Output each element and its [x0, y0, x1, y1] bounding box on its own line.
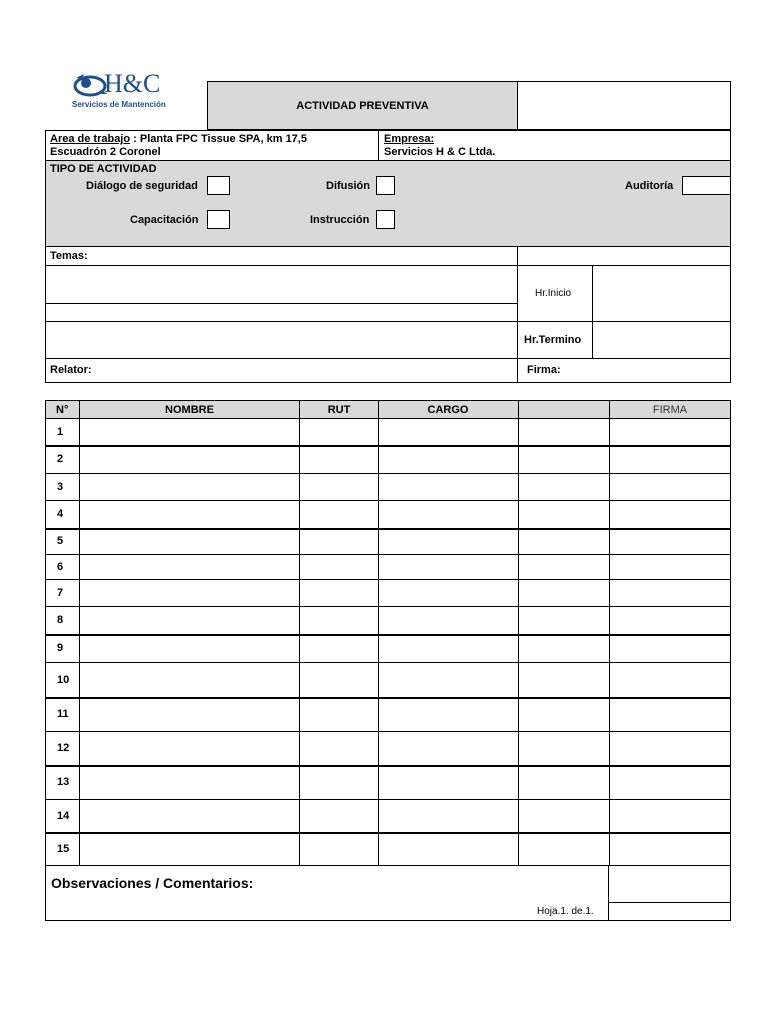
company-logo — [70, 70, 200, 116]
area-label: Area de trabajo — [50, 133, 131, 145]
col-header-firma: FIRMA — [652, 404, 688, 416]
hoja-label: Hoja.1. de.1. — [537, 906, 594, 917]
table-row[interactable] — [46, 697, 730, 731]
empresa-label: Empresa: — [384, 133, 435, 145]
area-line2: Escuadrón 2 Coronel — [50, 146, 161, 158]
header-right-box — [517, 81, 731, 130]
table-row[interactable] — [46, 445, 730, 473]
row-number: 13 — [57, 776, 70, 788]
table-row[interactable] — [46, 799, 730, 832]
firma-label: Firma: — [527, 364, 561, 376]
table-row[interactable] — [46, 634, 730, 662]
table-row[interactable] — [46, 606, 730, 634]
row-number: 1 — [57, 426, 64, 438]
table-row[interactable] — [46, 418, 730, 445]
difusion-label: Difusión — [326, 180, 370, 192]
row-number: 11 — [57, 708, 69, 720]
row-number: 3 — [57, 481, 64, 493]
col-header-n: N° — [56, 404, 69, 416]
auditoria-label: Auditoría — [625, 180, 674, 192]
table-row[interactable] — [46, 473, 730, 500]
temas-label: Temas: — [50, 250, 88, 262]
attendance-table — [45, 400, 731, 866]
hr-termino-field[interactable] — [593, 322, 730, 358]
logo-tagline: Servicios de Mantención — [72, 100, 166, 109]
observaciones-divider — [608, 865, 609, 921]
relator-label: Relator: — [50, 364, 92, 376]
dialogo-label: Diálogo de seguridad — [86, 180, 198, 192]
dialogo-checkbox[interactable] — [207, 176, 230, 195]
row-number: 15 — [57, 843, 70, 855]
temas-vertical-divider — [517, 247, 518, 383]
row-number: 6 — [57, 561, 64, 573]
col-header-cargo: CARGO — [427, 404, 469, 416]
row-number: 12 — [57, 742, 70, 754]
observaciones-firma-line — [608, 902, 731, 903]
table-row[interactable] — [46, 579, 730, 606]
col-header-nombre: NOMBRE — [165, 404, 214, 416]
table-row[interactable] — [46, 500, 730, 528]
temas-line-2 — [45, 303, 518, 304]
hr-inicio-field[interactable] — [593, 266, 730, 321]
table-row[interactable] — [46, 765, 730, 799]
table-row[interactable] — [46, 662, 730, 697]
row-number: 14 — [57, 810, 70, 822]
row-number: 2 — [57, 453, 64, 465]
difusion-checkbox[interactable] — [376, 176, 395, 195]
area-value: : Planta FPC Tissue SPA, km 17,5 — [130, 133, 307, 145]
instruccion-checkbox[interactable] — [376, 210, 395, 229]
row-number: 8 — [57, 614, 64, 626]
header-title-box — [207, 81, 518, 130]
table-row[interactable] — [46, 528, 730, 554]
page-title: ACTIVIDAD PREVENTIVA — [296, 99, 429, 112]
row-number: 7 — [57, 587, 64, 599]
tipo-white-gap — [731, 210, 735, 230]
hr-inicio-label: Hr.Inicio — [535, 288, 572, 299]
observaciones-section — [45, 865, 731, 921]
col-header-rut: RUT — [327, 404, 351, 416]
info-divider — [378, 130, 379, 161]
logo-name: H&C — [104, 69, 161, 98]
table-row[interactable] — [46, 832, 730, 865]
instruccion-label: Instrucción — [310, 214, 370, 226]
table-row[interactable] — [46, 554, 730, 579]
capacitacion-checkbox[interactable] — [207, 210, 230, 229]
capacitacion-label: Capacitación — [130, 214, 199, 226]
row-number: 4 — [57, 508, 64, 520]
row-number: 5 — [57, 535, 64, 547]
empresa-value: Servicios H & C Ltda. — [384, 146, 496, 158]
area-de-trabajo — [50, 133, 307, 145]
table-row[interactable] — [46, 731, 730, 765]
row-number: 9 — [57, 642, 64, 654]
tipo-actividad-title: TIPO DE ACTIVIDAD — [50, 163, 157, 175]
row-number: 10 — [57, 674, 70, 686]
temas-line-4 — [45, 358, 731, 359]
auditoria-checkbox[interactable] — [682, 176, 731, 195]
observaciones-label: Observaciones / Comentarios: — [51, 875, 254, 891]
hr-termino-label: Hr.Termino — [524, 334, 582, 346]
